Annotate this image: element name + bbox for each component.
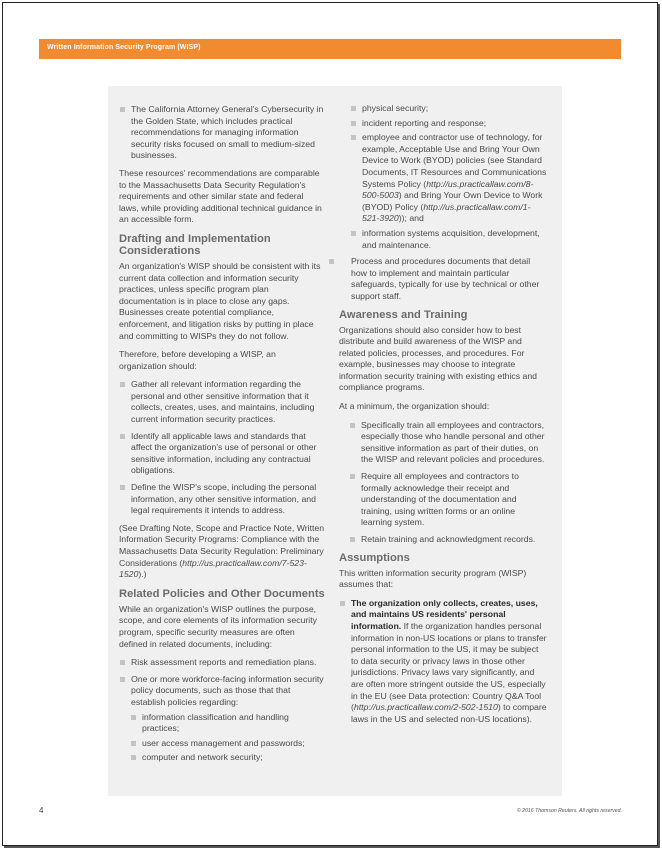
sublist-item-text: )); and: [398, 213, 424, 224]
list-item-continued: [339, 103, 547, 251]
preparation-list: [119, 379, 325, 517]
list-item: [119, 104, 325, 162]
policy-continuation-list: [339, 103, 547, 303]
square-bullet-icon: [120, 107, 125, 112]
sublist-item: [131, 738, 325, 750]
sublist-item-text: employee and contractor use of technology, for example, Acceptable Use and Bring Your Own Device to Work (BYOD) policies (see Standard Documents, IT Resources and Communications Systems Policy (: [362, 132, 547, 189]
sublist-item: [351, 132, 547, 225]
heading-drafting: Drafting and Implementation Considerations: [119, 232, 271, 257]
square-bullet-icon: [340, 601, 345, 606]
square-bullet-icon: [131, 755, 136, 760]
sublist-item-text: user access management and passwords;: [142, 737, 305, 748]
heading-awareness: Awareness and Training: [339, 308, 468, 321]
square-bullet-icon: [120, 660, 125, 665]
paragraph: An organization's WISP should be consistent with its current data collection and information security practices, unless specific program plan documentation is in place to close any gaps. Businesses create potential compliance, enforcement, and litigation risks by putting in place and committing to WISPs they do not follow.: [119, 260, 321, 341]
assumption-bold-text: The organization only collects, creates, uses, and maintains US residents' personal information.: [351, 597, 538, 631]
intro-list: [119, 104, 325, 162]
paragraph: While an organization's WISP outlines the purpose, scope, and core elements of its information security program, specific security measures are often defined in related documents, including:: [119, 603, 317, 649]
heading-assumptions: Assumptions: [339, 551, 410, 564]
practicallaw-link[interactable]: http://us.practicallaw.com/8-500-5003: [362, 178, 534, 201]
policy-sublist-continued: [351, 103, 547, 251]
sublist-item-text: incident reporting and response;: [362, 117, 487, 128]
list-item-text: If the organization handles personal information in non-US locations or plans to transfer personal information to the US, it may be subject to data security or privacy laws in those other jurisdictions. Privacy laws vary significantly, and are often more stringent outside the US, especially in the EU (see Data protection: Country Q&A Tool (: [351, 620, 547, 713]
page-number: 4: [39, 806, 44, 815]
square-bullet-icon: [131, 741, 136, 746]
sublist-item: [351, 103, 547, 115]
practicallaw-link[interactable]: http://us.practicallaw.com/2-502-1510: [353, 702, 498, 713]
square-bullet-icon: [350, 423, 355, 428]
sublist-item: [351, 228, 547, 251]
sublist-item: [131, 752, 325, 764]
list-item-text: ) to compare laws in the US and selected non-US locations).: [351, 702, 547, 724]
list-item-text: Specifically train all employees and contractors, especially those who handle personal and other sensitive information as part of their duties, on the WISP and relevant policies and procedures.: [361, 419, 545, 465]
paragraph: This written information security program (WISP) assumes that:: [339, 567, 527, 590]
document-header-bar: [39, 39, 621, 59]
document-title: Written Information Security Program (WISP): [47, 44, 201, 51]
list-item-text: The California Attorney General's Cybersecurity in the Golden State, which includes practical recommendations for managing information security risks focused on small to medium-sized businesses.: [131, 104, 324, 161]
left-column: [119, 86, 325, 770]
square-bullet-icon: [351, 231, 356, 236]
list-item-text: Process and procedures documents that detail how to implement and maintain particular safeguards, typically for use by technical or other support staff.: [351, 256, 540, 301]
content-panel: [108, 86, 562, 796]
related-documents-list: [119, 657, 325, 764]
list-item: [119, 657, 325, 669]
paragraph-see-note: [119, 523, 325, 581]
list-item: [349, 471, 547, 529]
assumptions-list: [339, 598, 547, 726]
list-item-text: One or more workforce-facing information security policy documents, such as those that that establish policies regarding:: [131, 673, 324, 707]
sublist-item-text: ) and Bring Your Own Device to Work (BYOD) Policy (: [362, 190, 543, 212]
list-item: [119, 431, 325, 477]
note-text: (See Drafting Note, Scope and Practice Note, Written Information Security Programs: Compliance with the Massachusetts Data Security Regulation: Preliminary Considerations (: [119, 522, 325, 568]
list-item: [339, 256, 547, 302]
square-bullet-icon: [120, 434, 125, 439]
square-bullet-icon: [351, 135, 356, 140]
square-bullet-icon: [329, 259, 334, 264]
copyright-notice: © 2016 Thomson Reuters. All rights reserved.: [516, 808, 622, 814]
list-item-text: Risk assessment reports and remediation plans.: [131, 657, 317, 668]
sublist-item-text: information classification and handling practices;: [142, 711, 289, 734]
list-item: [339, 598, 547, 726]
square-bullet-icon: [120, 382, 125, 387]
sublist-item-text: information systems acquisition, development, and maintenance.: [362, 227, 540, 250]
square-bullet-icon: [350, 537, 355, 542]
square-bullet-icon: [120, 677, 125, 682]
list-item-text: Identify all applicable laws and standards that affect the organization's use of personal or other sensitive information, including any contractual obligations.: [131, 430, 317, 476]
list-item: [349, 420, 547, 466]
list-item-text: Require all employees and contractors to formally acknowledge their receipt and understanding of the documentation and training, using written forms or an online learning system.: [361, 471, 519, 528]
paragraph: At a minimum, the organization should:: [339, 401, 490, 412]
sublist-item: [351, 118, 547, 130]
list-item-text: Define the WISP's scope, including the personal information, any other sensitive information, and legal requirements it intends to address.: [131, 482, 317, 516]
paragraph: These resources' recommendations are comparable to the Massachusetts Data Security Regulation's requirements and other similar state and federal laws, while providing additional technical guidance in an accessible form.: [119, 167, 322, 225]
list-item: [119, 379, 325, 425]
list-item-text: Gather all relevant information regarding the personal and other sensitive information that it collects, creates, uses, and maintains, including current information security practices.: [131, 379, 315, 425]
list-item-text: Retain training and acknowledgment records.: [361, 534, 536, 544]
list-item: [119, 674, 325, 764]
practicallaw-link[interactable]: http://us.practicallaw.com/7-523-1520: [119, 557, 307, 580]
sublist-item: [131, 712, 325, 735]
square-bullet-icon: [120, 485, 125, 490]
paragraph: Therefore, before developing a WISP, an organization should:: [119, 349, 276, 371]
note-end: ).): [138, 569, 147, 580]
list-item: [119, 482, 325, 517]
policy-sublist: [131, 712, 325, 764]
paragraph: Organizations should also consider how to best distribute and build awareness of the WISP and related policies, processes, and procedures. For example, businesses may choose to integrate information security training with existing ethics and compliance programs.: [339, 324, 537, 393]
square-bullet-icon: [351, 106, 356, 111]
sublist-item-text: computer and network security;: [142, 752, 263, 763]
practicallaw-link[interactable]: http://us.practicallaw.com/1-521-3920: [362, 201, 531, 224]
right-column: [339, 86, 547, 731]
square-bullet-icon: [131, 715, 136, 720]
sublist-item-text: physical security;: [362, 103, 429, 113]
list-item: [349, 534, 547, 546]
square-bullet-icon: [350, 474, 355, 479]
square-bullet-icon: [351, 121, 356, 126]
training-list: [339, 420, 547, 546]
heading-related-policies: Related Policies and Other Documents: [119, 587, 325, 600]
